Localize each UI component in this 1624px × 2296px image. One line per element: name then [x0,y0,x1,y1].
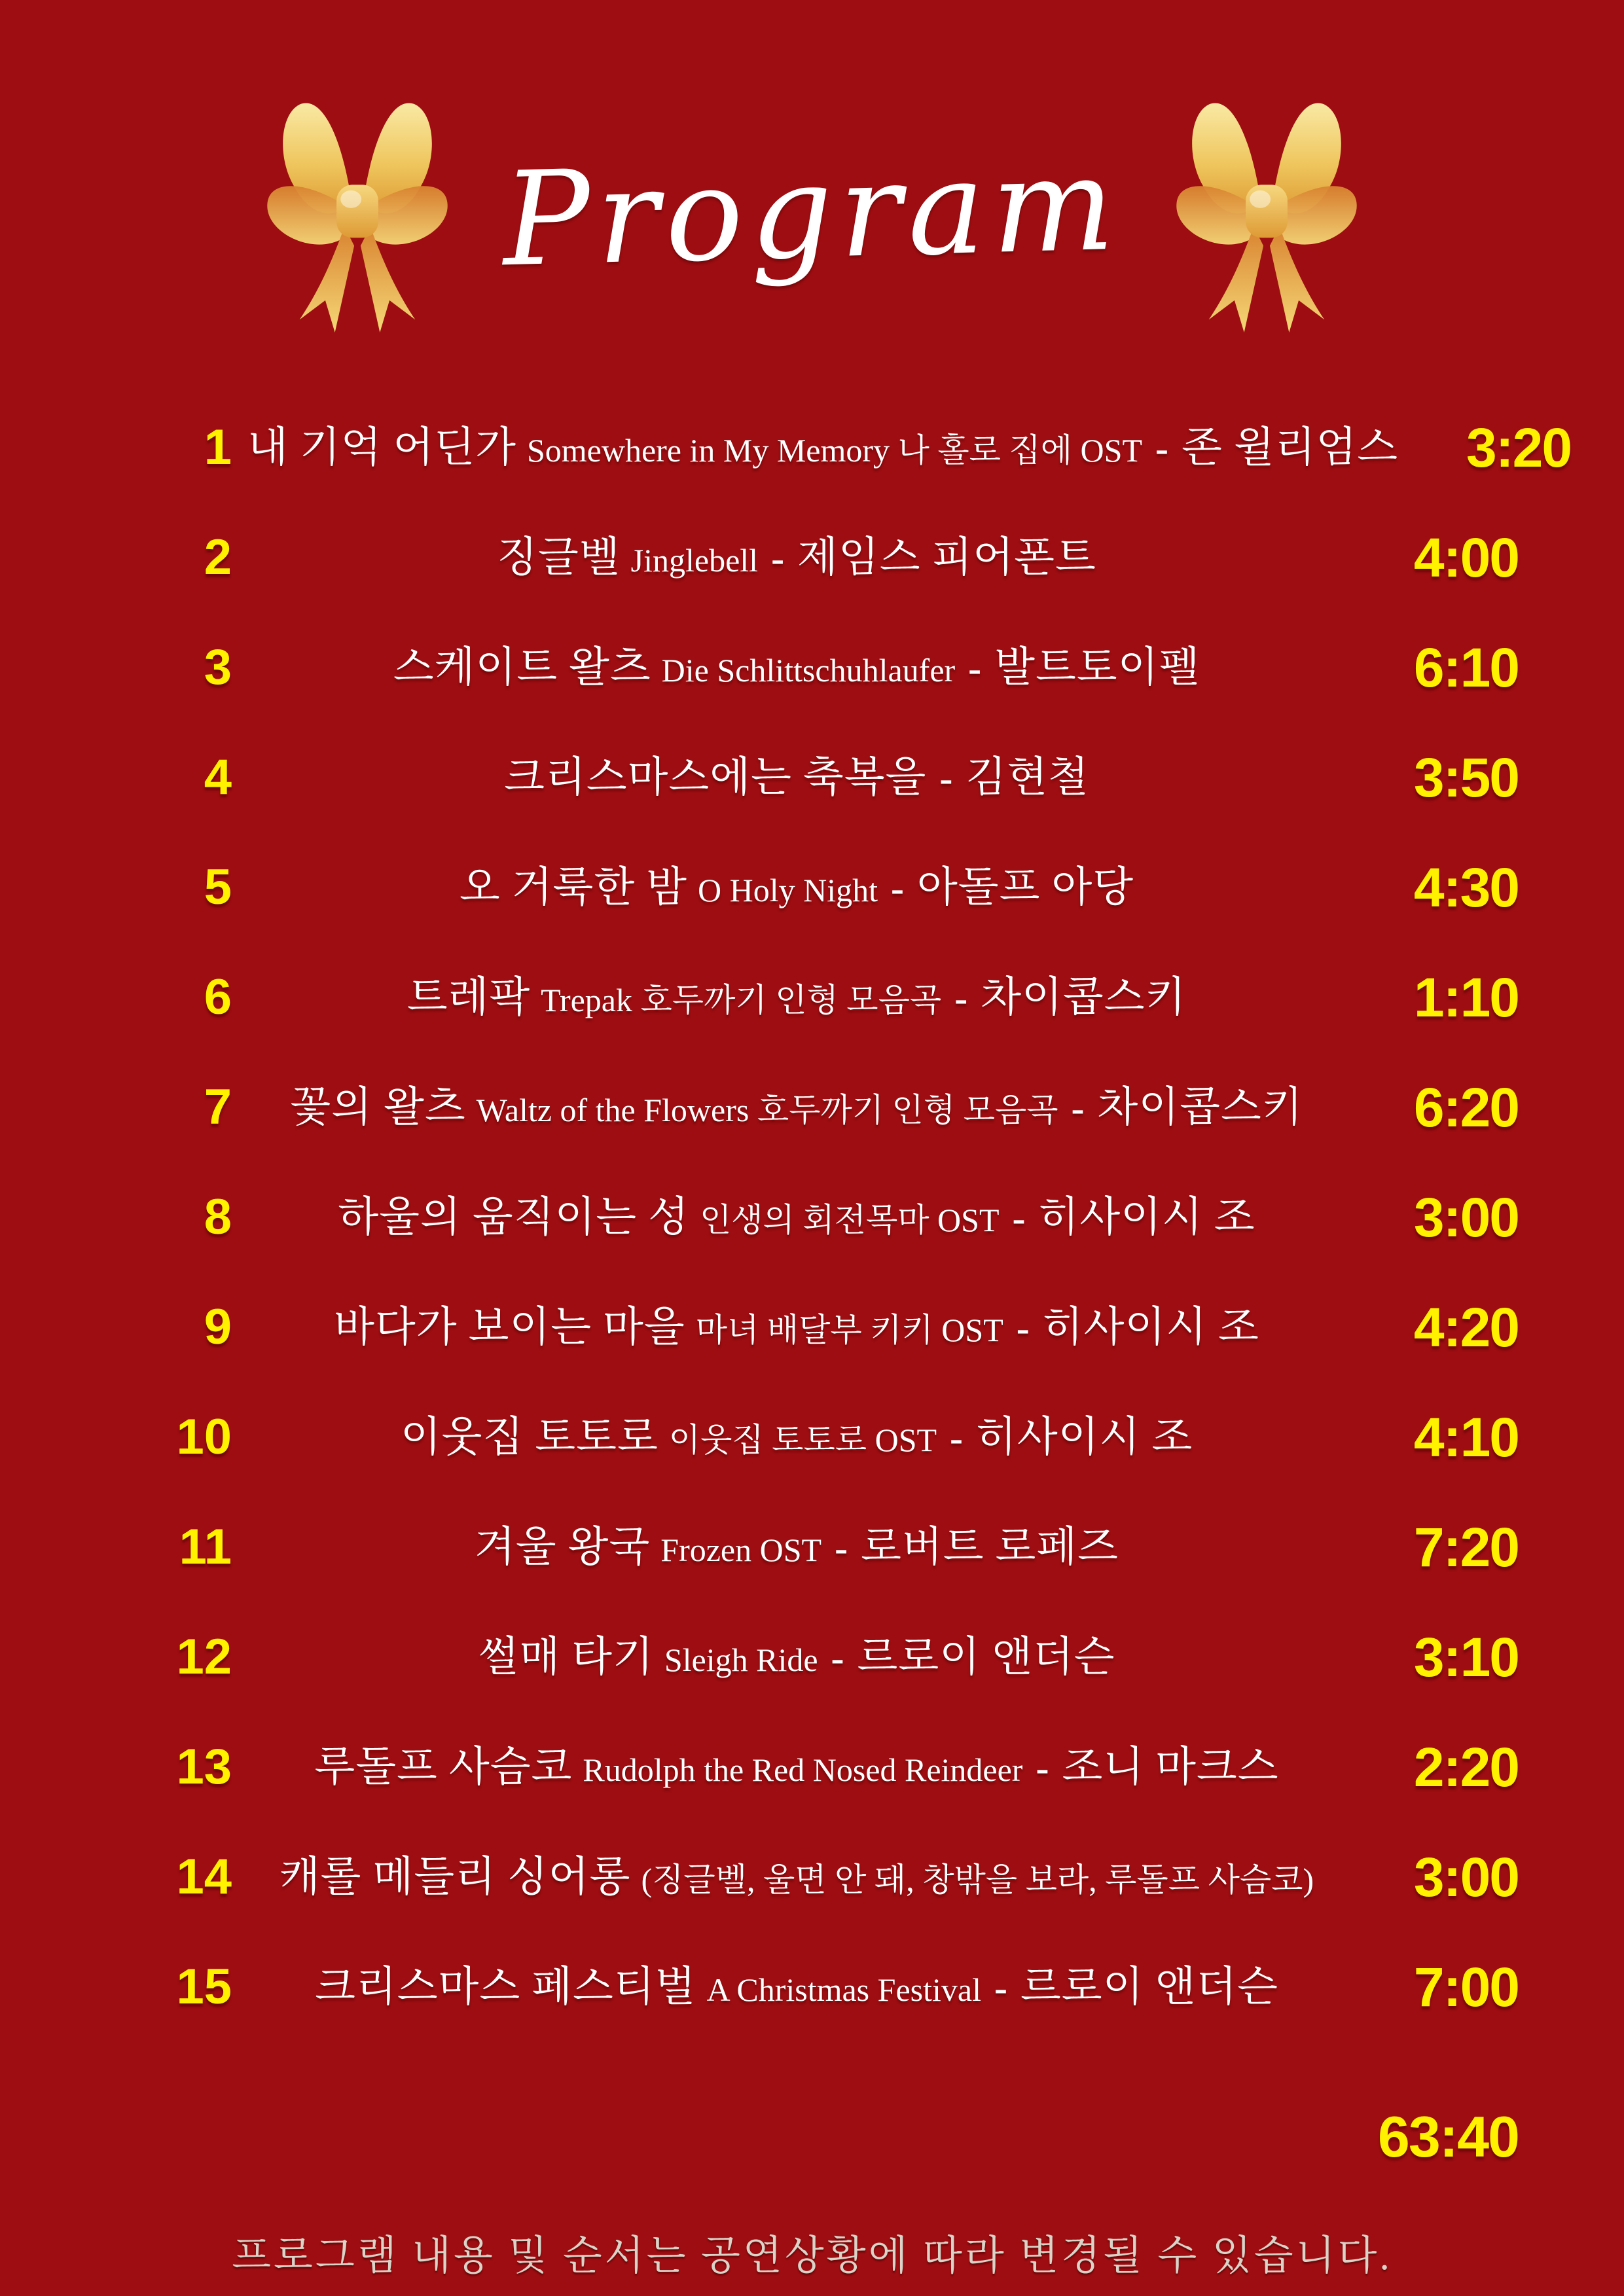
program-row [169,723,1519,833]
program-row [169,1712,1519,1822]
header [0,0,1624,347]
title-composer-separator: - [891,867,904,910]
track-time: 6:20 [1413,1077,1519,1138]
track-time: 4:10 [1413,1407,1519,1468]
track-subtitle: 이웃집 토토로 OST [668,1422,937,1458]
page-title: Program [501,128,1123,296]
track-subtitle: Waltz of the Flowers 호두까기 인형 모음곡 [476,1092,1058,1128]
track-time: 3:00 [1413,1187,1519,1248]
track-subtitle: Frozen OST [660,1532,822,1568]
track-composer: 르로이 앤더슨 [1020,1964,1278,2010]
track-title [232,754,1362,800]
track-number: 2 [204,529,232,585]
title-composer-separator: - [1155,427,1168,470]
track-number: 11 [179,1519,232,1575]
title-composer-separator: - [835,1526,848,1570]
track-title-main: 트레팍 [406,974,531,1020]
track-time: 7:20 [1413,1516,1519,1578]
track-title [232,644,1362,691]
program-row [169,942,1519,1052]
track-title [232,864,1362,910]
track-number: 9 [204,1299,232,1355]
track-time: 6:10 [1413,637,1519,698]
program-row [169,1822,1519,1932]
track-composer: 발트토이펠 [994,644,1200,691]
track-time: 3:50 [1413,747,1519,808]
track-title [232,1746,1362,1788]
title-composer-separator: - [831,1636,844,1679]
program-row [169,1492,1519,1602]
title-composer-separator: - [950,1416,964,1460]
program-row [169,1602,1519,1712]
track-title-main: 크리스마스 페스티벌 [315,1964,696,2010]
track-time: 3:00 [1413,1846,1519,1908]
track-subtitle: Trepak 호두까기 인형 모음곡 [541,982,942,1018]
track-title-main: 꽃의 왈츠 [290,1084,466,1130]
track-number: 15 [176,1959,232,2015]
track-subtitle: 마녀 배달부 키키 OST [695,1312,1003,1348]
track-title [232,1966,1362,2008]
track-composer: 차이콥스키 [1097,1084,1303,1130]
track-composer: 김현철 [965,754,1089,800]
track-composer: 히사이시 조 [976,1414,1193,1460]
track-number: 13 [176,1739,232,1795]
title-composer-separator: - [994,1966,1007,2009]
track-title [232,1416,1362,1458]
track-number: 5 [204,859,232,915]
track-number: 3 [204,639,232,695]
track-time: 7:00 [1413,1956,1519,2018]
title-composer-separator: - [1071,1086,1085,1130]
track-title-main: 내 기억 어딘가 [247,424,516,471]
track-subtitle: Rudolph the Red Nosed Reindeer [583,1751,1023,1788]
track-composer: 차이콥스키 [981,974,1187,1020]
track-title [232,974,1362,1020]
program-row [169,1932,1519,2042]
title-composer-separator: - [771,537,785,580]
total-row [169,2088,1519,2186]
track-subtitle: (징글벨, 울면 안 돼, 창밖을 보라, 루돌프 사슴코) [641,1861,1314,1898]
program-row [169,1272,1519,1382]
track-subtitle: Sleigh Ride [664,1641,818,1678]
total-section [0,2088,1624,2186]
program-row [169,503,1519,613]
title-composer-separator: - [1012,1196,1026,1240]
track-composer: 아돌프 아당 [916,864,1134,910]
track-title-main: 루돌프 사슴코 [314,1744,573,1790]
title-composer-separator: - [954,977,968,1020]
track-composer: 르로이 앤더슨 [857,1634,1115,1680]
track-subtitle: Die Schlittschuhlaufer [661,652,956,689]
track-time: 3:10 [1413,1626,1519,1688]
track-subtitle: O Holy Night [698,872,878,908]
track-time: 2:20 [1413,1736,1519,1798]
track-number: 1 [204,420,232,475]
track-title-main: 징글벨 [497,534,621,581]
ribbon-bow-icon [1168,92,1365,332]
track-time: 4:00 [1413,527,1519,588]
track-title [232,1856,1362,1898]
track-title-main: 겨울 왕국 [474,1524,651,1570]
program-row [169,1052,1519,1162]
track-title-main: 이웃집 토토로 [400,1414,659,1460]
track-number: 7 [204,1079,232,1135]
footer-note: 프로그램 내용 및 순서는 공연상황에 따라 변경될 수 있습니다. [232,2234,1392,2278]
track-number: 4 [204,749,232,805]
track-title [232,1526,1362,1568]
track-composer: 히사이시 조 [1042,1304,1259,1350]
track-subtitle: Somewhere in My Memory 나 홀로 집에 OST [526,432,1142,469]
track-time: 4:20 [1413,1297,1519,1358]
program-list [0,393,1624,2042]
track-composer: 조니 마크스 [1062,1744,1279,1790]
program-row [169,1382,1519,1492]
track-title [232,424,1414,471]
title-composer-separator: - [1016,1306,1030,1350]
track-title-main: 썰매 타기 [478,1634,654,1680]
track-title [232,1306,1362,1348]
track-number: 6 [204,969,232,1025]
program-row [169,393,1572,503]
title-composer-separator: - [968,647,982,690]
total-time: 63:40 [1377,2104,1519,2169]
program-row [169,1162,1519,1272]
track-title-main: 캐롤 메들리 싱어롱 [279,1854,631,1900]
track-composer: 제임스 피어폰트 [797,534,1096,581]
program-row [169,833,1519,942]
track-composer: 로버트 로페즈 [861,1524,1119,1570]
track-number: 12 [176,1629,232,1685]
track-title-main: 하울의 움직이는 성 [338,1194,689,1240]
track-title [232,1086,1362,1128]
title-composer-separator: - [939,757,953,800]
track-composer: 존 윌리엄스 [1181,424,1399,471]
track-time: 4:30 [1413,857,1519,918]
track-composer: 히사이시 조 [1038,1194,1255,1240]
track-subtitle: Jinglebell [630,542,759,579]
program-row [169,613,1519,723]
track-title-main: 바다가 보이는 마을 [334,1304,685,1350]
track-subtitle: A Christmas Festival [706,1971,981,2008]
track-title [232,1196,1362,1238]
track-subtitle: 인생의 회전목마 OST [699,1202,1000,1238]
track-number: 10 [176,1409,232,1465]
track-number: 8 [204,1189,232,1245]
track-title-main: 스케이트 왈츠 [393,644,651,691]
title-composer-separator: - [1036,1746,1049,1789]
track-time: 3:20 [1466,417,1572,478]
track-title-main: 오 거룩한 밤 [459,864,687,910]
track-time: 1:10 [1413,967,1519,1028]
track-title [232,1636,1362,1678]
track-title-main: 크리스마스에는 축복을 [504,754,927,800]
ribbon-bow-icon [259,92,456,332]
track-title [232,534,1362,581]
track-number: 14 [176,1849,232,1905]
